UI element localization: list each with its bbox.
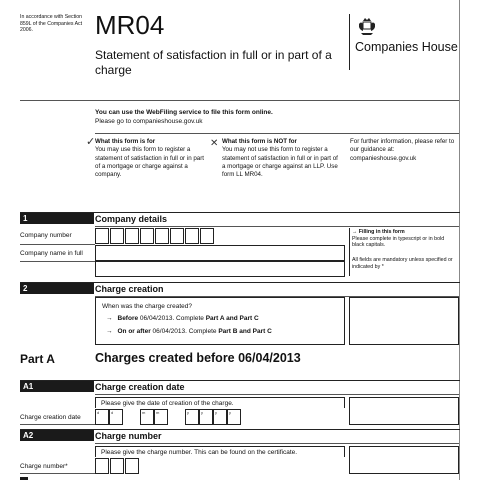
charge-number-cell[interactable] (125, 458, 139, 474)
date-cell-hint: d (97, 410, 100, 415)
company-number-cell[interactable] (185, 228, 199, 244)
company-number-cell[interactable] (200, 228, 214, 244)
a2-sidebar-box (349, 446, 459, 474)
date-cell[interactable] (185, 409, 199, 425)
a2-instruction-box (95, 446, 345, 457)
company-number-label: Company number (20, 232, 72, 239)
legal-note: In accordance with Section 859L of the Companies Act 2006. (20, 14, 83, 33)
cross-icon: ✕ (210, 138, 219, 149)
form-code: MR04 (95, 10, 165, 40)
a1-instruction: Please give the date of creation of the charge. (101, 400, 234, 407)
date-cell-hint: m (156, 410, 160, 415)
company-number-cell[interactable] (170, 228, 184, 244)
company-name-input[interactable] (95, 245, 345, 261)
a1-instruction-box (95, 397, 345, 408)
charge-creation-panel (95, 297, 345, 345)
date-cell[interactable] (109, 409, 123, 425)
charge-creation-question: When was the charge created? (102, 303, 192, 310)
a2-number: A2 (20, 430, 94, 441)
company-number-cell[interactable] (95, 228, 109, 244)
company-number-cell[interactable] (155, 228, 169, 244)
date-cell[interactable] (213, 409, 227, 425)
company-number-cell[interactable] (140, 228, 154, 244)
mandatory-note: All fields are mandatory unless specified or indicated by * (352, 257, 453, 270)
date-cell-hint: y (201, 410, 203, 415)
part-a-title: Charges created before 06/04/2013 (95, 351, 301, 365)
page-right-rule (459, 0, 460, 480)
webfiling-line2: Please go to companieshouse.gov.uk (95, 118, 203, 125)
company-number-cell[interactable] (110, 228, 124, 244)
date-cell[interactable] (199, 409, 213, 425)
a2-title-rule (95, 443, 459, 444)
charge-number-cell[interactable] (110, 458, 124, 474)
date-cell-hint: y (229, 410, 231, 415)
a2-instruction: Please give the charge number. This can be found on the certificate. (101, 449, 298, 456)
section1-title: Company details (95, 214, 168, 224)
a1-title: Charge creation date (95, 382, 185, 392)
webfiling-line1: You can use the WebFiling service to file this form online. (95, 109, 273, 116)
header-divider (349, 14, 350, 70)
a1-number: A1 (20, 381, 94, 392)
brand-name: Companies House (355, 40, 458, 54)
date-cell[interactable] (140, 409, 154, 425)
part-a-label: Part A (20, 352, 55, 366)
further-info: For further information, please refer to our guidance at: companieshouse.gov.uk (350, 138, 455, 162)
date-cell[interactable] (154, 409, 168, 425)
date-cell-hint: d (111, 410, 114, 415)
company-number-cell[interactable] (125, 228, 139, 244)
filling-note: → Filling in this form Please complete in typescript or in bold black capitals. (352, 229, 445, 249)
date-cell-hint: m (142, 410, 146, 415)
info-is-for: What this form is for You may use this form to register a statement of satisfaction in full or in part of a mortgage or charge against a company. (95, 138, 205, 179)
sidebar-divider-1 (349, 228, 350, 276)
header-rule (20, 100, 460, 101)
charge-number-label: Charge number* (20, 463, 68, 470)
arrow-icon: → (106, 328, 113, 335)
filling-arrow-icon: → (352, 229, 358, 235)
section1-number: 1 (20, 213, 94, 224)
a1-field-rule (20, 424, 95, 425)
date-cell[interactable] (227, 409, 241, 425)
a2-title: Charge number (95, 431, 162, 441)
form-title: Statement of satisfaction in full or in part of a charge (95, 48, 332, 77)
company-name-input-line2[interactable] (95, 261, 345, 277)
section2-number: 2 (20, 283, 94, 294)
arrow-icon: → (106, 315, 113, 322)
option-before: → Before 06/04/2013. Complete Part A and Part C (106, 315, 259, 322)
a1-title-rule (95, 394, 459, 395)
company-number-rule (20, 244, 95, 245)
a1-sidebar-box (349, 397, 459, 425)
section2-title: Charge creation (95, 284, 164, 294)
option-after: → On or after 06/04/2013. Complete Part B and Part C (106, 328, 272, 335)
date-cell[interactable] (95, 409, 109, 425)
info-not-for: What this form is NOT for You may not use this form to register a statement of satisfaction in full or in part of a mortgage or charge against an LLP. Use form LL MR04. (222, 138, 338, 179)
date-cell-hint: y (187, 410, 189, 415)
company-name-rule (20, 261, 95, 262)
section1-title-rule (95, 226, 459, 227)
webfiling-rule (95, 133, 459, 134)
date-cell-hint: y (215, 410, 217, 415)
charge-creation-date-label: Charge creation date (20, 414, 81, 421)
company-name-label: Company name in full (20, 250, 83, 257)
charge-number-cell[interactable] (95, 458, 109, 474)
a2-field-rule (20, 473, 95, 474)
charge-creation-sidebar-box (349, 297, 459, 345)
crest-icon (356, 15, 378, 37)
check-icon: ✓ (86, 136, 96, 148)
